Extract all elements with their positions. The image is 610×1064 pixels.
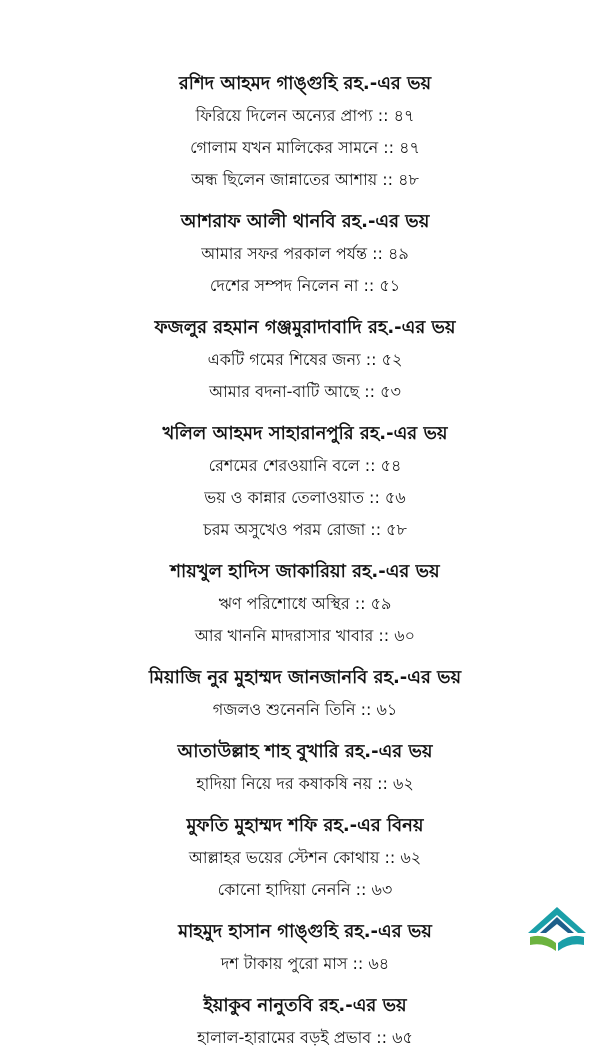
- toc-entry: দশ টাকায় পুরো মাস :: ৬৪: [220, 954, 390, 973]
- toc-entry: আমার সফর পরকাল পর্যন্ত :: ৪৯: [201, 244, 409, 263]
- publisher-book-logo-icon: [520, 903, 594, 955]
- toc-entry: হালাল-হারামের বড়ই প্রভাব :: ৬৫: [197, 1028, 413, 1047]
- section-heading: শায়খুল হাদিস জাকারিয়া রহ.-এর ভয়: [170, 561, 440, 582]
- toc-section: [60, 990, 550, 1054]
- toc-entry: রেশমের শেরওয়ানি বলে :: ৫৪: [208, 456, 402, 475]
- toc-entry: আর খাননি মাদরাসার খাবার :: ৬০: [194, 626, 416, 645]
- section-heading: মাহমুদ হাসান গাঙ্গুহি রহ.-এর ভয়: [178, 921, 432, 942]
- toc-entry: অন্ধ ছিলেন জান্নাতের আশায় :: ৪৮: [191, 170, 419, 189]
- section-heading: মুফতি মুহাম্মদ শফি রহ.-এর বিনয়: [186, 815, 424, 836]
- toc-entry: ঋণ পরিশোধে অস্থির :: ৫৯: [218, 594, 392, 613]
- toc-entry: আল্লাহর ভয়ের স্টেশন কোথায় :: ৬২: [188, 848, 422, 867]
- toc-section: [60, 206, 550, 302]
- toc-entry: দেশের সম্পদ নিলেন না :: ৫১: [209, 276, 401, 295]
- section-heading: মিয়াজি নুর মুহাম্মদ জানজানবি রহ.-এর ভয়: [148, 667, 462, 688]
- section-heading: খলিল আহমদ সাহারানপুরি রহ.-এর ভয়: [162, 423, 448, 444]
- toc-section: [60, 418, 550, 546]
- section-heading: আশরাফ আলী থানবি রহ.-এর ভয়: [180, 211, 430, 232]
- toc-section: [60, 810, 550, 906]
- toc-entry: ভয় ও কান্নার তেলাওয়াত :: ৫৬: [204, 488, 406, 507]
- toc-section: [60, 736, 550, 800]
- toc-entry: আমার বদনা-বাটি আছে :: ৫৩: [209, 382, 401, 401]
- table-of-contents: [60, 68, 550, 1064]
- toc-entry: হাদিয়া নিয়ে দর কষাকষি নয় :: ৬২: [196, 774, 414, 793]
- toc-section: [60, 916, 550, 980]
- section-heading: ফজলুর রহমান গঞ্জমুরাদাবাদি রহ.-এর ভয়: [154, 317, 456, 338]
- toc-section: [60, 662, 550, 726]
- section-heading: ইয়াকুব নানুতবি রহ.-এর ভয়: [203, 995, 407, 1016]
- logo-book-right-page: [558, 936, 584, 951]
- logo-book-left-page: [530, 936, 556, 951]
- toc-entry: গজলও শুনেননি তিনি :: ৬১: [212, 700, 398, 719]
- toc-section: [60, 556, 550, 652]
- toc-section: [60, 312, 550, 408]
- toc-entry: একটি গমের শিষের জন্য :: ৫২: [207, 350, 403, 369]
- toc-entry: ফিরিয়ে দিলেন অন্যের প্রাপ্য :: ৪৭: [195, 106, 415, 125]
- toc-section: [60, 68, 550, 196]
- toc-entry: চরম অসুখেও পরম রোজা :: ৫৮: [203, 520, 407, 539]
- toc-entry: গোলাম যখন মালিকের সামনে :: ৪৭: [190, 138, 420, 157]
- section-heading: আতাউল্লাহ শাহ বুখারি রহ.-এর ভয়: [177, 741, 433, 762]
- toc-entry: কোনো হাদিয়া নেননি :: ৬৩: [217, 880, 393, 899]
- section-heading: রশিদ আহমদ গাঙ্গুহি রহ.-এর ভয়: [178, 73, 432, 94]
